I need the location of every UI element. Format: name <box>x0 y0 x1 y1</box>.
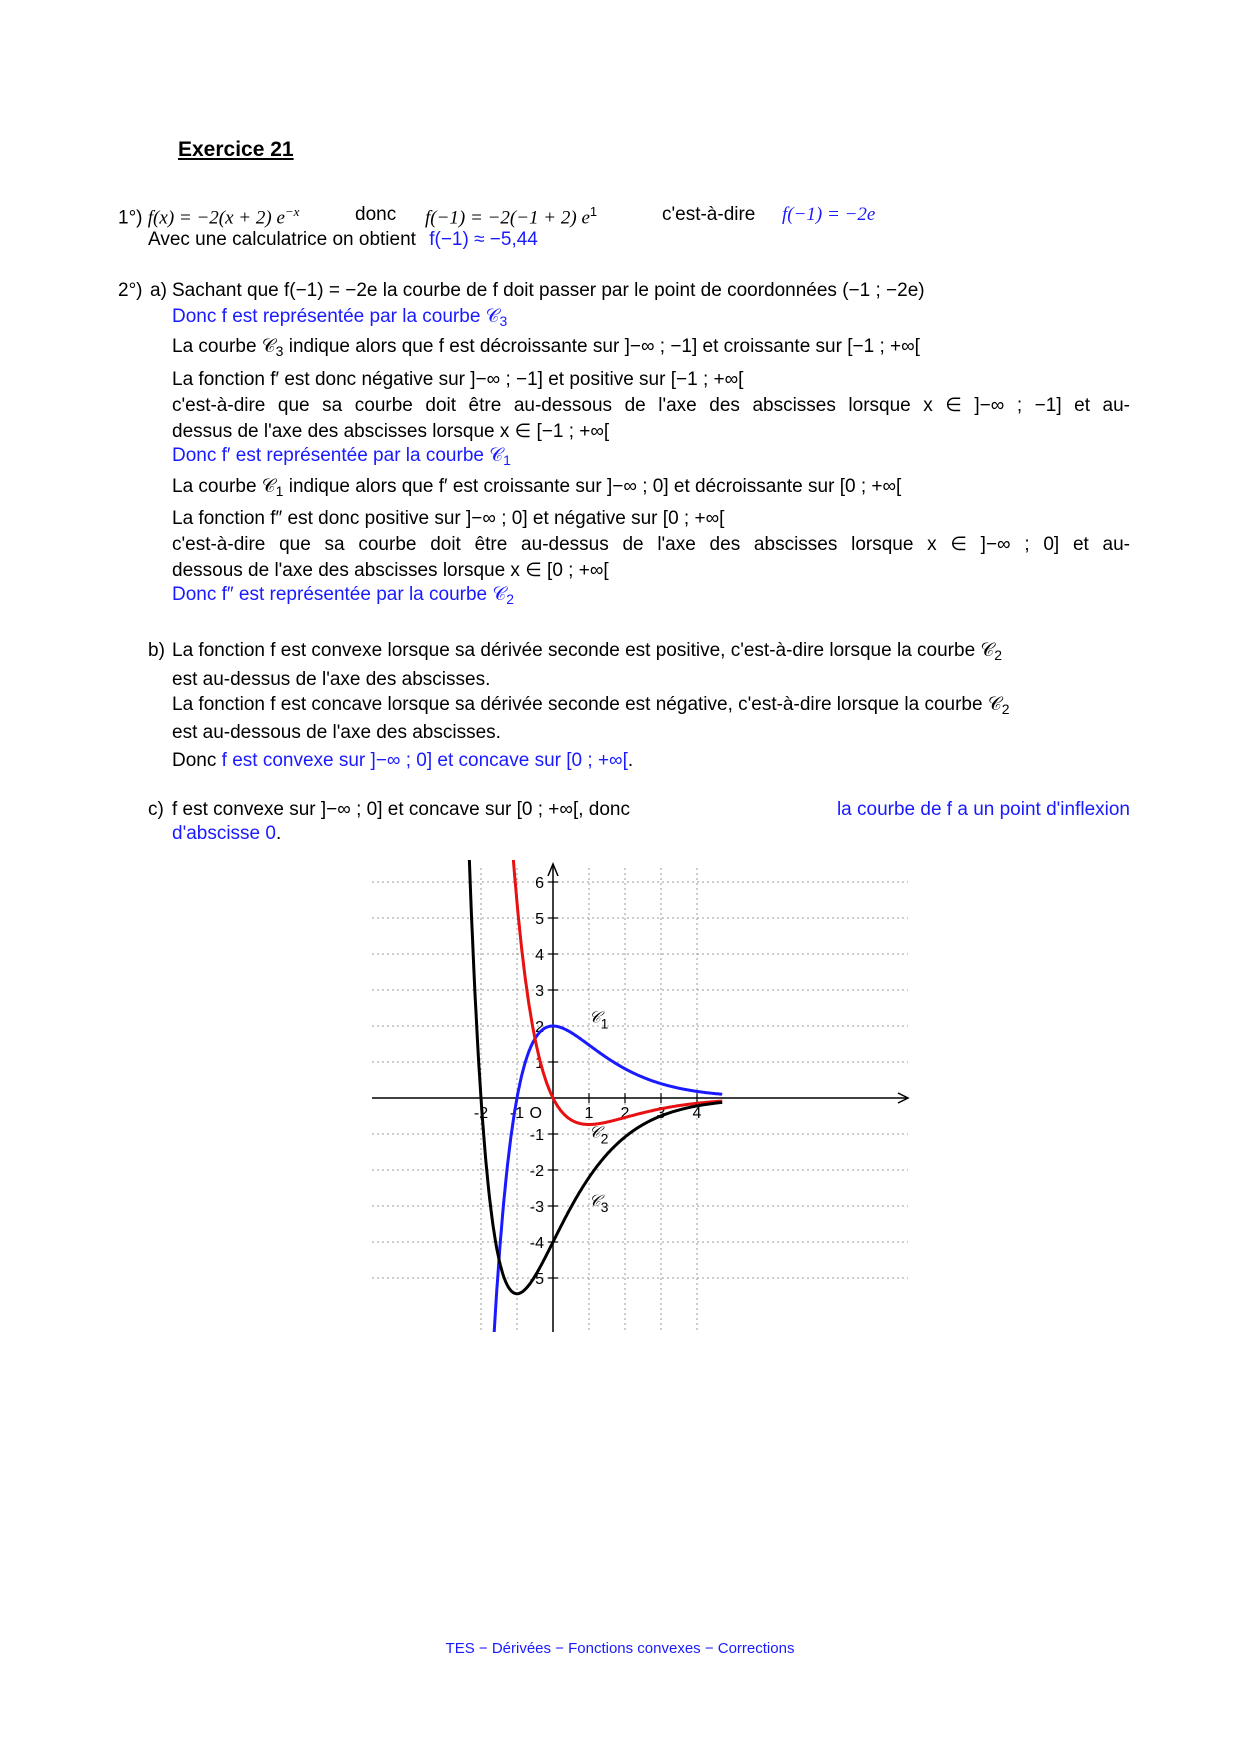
x-tick-label: 4 <box>692 1105 702 1122</box>
q2a-line8: La courbe 𝒞$_1$ indique alors que f′ est croissante sur ]−∞ ; 0] et décroissante sur [0 ; +∞[ <box>172 476 902 499</box>
q1-calc-line <box>148 229 538 251</box>
q2b-label: b) <box>148 640 165 661</box>
q1-number: 1°) <box>118 207 143 229</box>
curve-1 <box>463 1026 722 1335</box>
q2b-line4: est au-dessous de l'axe des abscisses. <box>172 722 501 743</box>
q2b-line3: La fonction f est concave lorsque sa dérivée seconde est négative, c'est-à-dire lorsque la courbe 𝒞$_2$ <box>172 694 1010 717</box>
curve-2 <box>463 860 722 1125</box>
page-footer: TES − Dérivées − Fonctions convexes − Corrections <box>445 1640 795 1657</box>
x-tick-label: -1 <box>509 1105 525 1122</box>
q2a-label: a) <box>150 280 167 301</box>
q2c-line2: d'abscisse 0. <box>172 823 282 844</box>
q1-evaluation <box>425 204 597 229</box>
q2c-line1: f est convexe sur ]−∞ ; 0] et concave sur [0 ; +∞[, donc la courbe de f a un point d'inflexion <box>172 799 1130 820</box>
q2a-line1: Sachant que f(−1) = −2e la courbe de f doit passer par le point de coordonnées (−1 ; −2e) <box>172 280 925 301</box>
q2a-line2: Donc f est représentée par la courbe 𝒞$_3$ <box>172 306 508 329</box>
y-tick-label: -5 <box>529 1271 544 1288</box>
q1-line1 <box>118 204 299 229</box>
q1-result: f(−1) = −2e <box>782 204 876 225</box>
curve-label-2: 𝒞2 <box>589 1124 609 1147</box>
exercise-title: Exercice 21 <box>178 138 294 161</box>
q2b-line5: Donc f est convexe sur ]−∞ ; 0] et concave sur [0 ; +∞[. <box>172 750 634 771</box>
q2a-line7: Donc f′ est représentée par la courbe 𝒞$_1$ <box>172 445 511 468</box>
q1-function-expression: f(x) = −2(x + 2) e <box>147 207 285 229</box>
y-tick-label: 4 <box>535 947 544 964</box>
q2a-line10: c'est-à-dire que sa courbe doit être au-dessus de l'axe des abscisses lorsque x ∈ ]−∞ ; 0] et au- <box>172 534 1130 555</box>
q1-cad: c'est-à-dire <box>662 204 756 225</box>
x-tick-label: 2 <box>620 1105 630 1122</box>
y-tick-label: 6 <box>535 875 544 892</box>
q2a-line6: dessus de l'axe des abscisses lorsque x ∈ [−1 ; +∞[ <box>172 421 610 442</box>
y-tick-label: 2 <box>535 1019 544 1036</box>
y-tick-label: 1 <box>535 1055 544 1072</box>
q2b-line2: est au-dessus de l'axe des abscisses. <box>172 669 491 690</box>
q1-donc: donc <box>355 204 397 225</box>
q1-calc-result: f(−1) ≈ −5,44 <box>429 229 538 250</box>
y-tick-label: -2 <box>529 1163 544 1180</box>
q1-evaluation-expr: f(−1) = −2(−1 + 2) e <box>425 207 590 229</box>
q2-number: 2°) <box>118 280 143 301</box>
function-graph <box>370 860 910 1335</box>
q2b-line1: La fonction f est convexe lorsque sa dérivée seconde est positive, c'est-à-dire lorsque la courbe 𝒞$_2$ <box>172 640 1003 663</box>
q1-exponent: −x <box>284 204 300 219</box>
q2a-line4: La fonction f′ est donc négative sur ]−∞ ; −1] et positive sur [−1 ; +∞[ <box>172 369 744 390</box>
q2a-line3: La courbe 𝒞$_3$ indique alors que f est décroissante sur ]−∞ ; −1] et croissante sur [−1 ; +∞[ <box>172 336 920 359</box>
y-tick-label: -4 <box>529 1235 544 1252</box>
y-tick-label: -3 <box>529 1199 544 1216</box>
q1-evaluation-exp: 1 <box>589 204 598 219</box>
curve-label-1: 𝒞1 <box>589 1009 609 1032</box>
y-tick-label: 3 <box>535 983 544 1000</box>
q2c-label: c) <box>148 799 164 820</box>
q1-calc-text: Avec une calculatrice on obtient <box>148 229 416 250</box>
x-tick-label: 1 <box>584 1105 594 1122</box>
q2a-line5: c'est-à-dire que sa courbe doit être au-dessous de l'axe des abscisses lorsque x ∈ ]−∞ ; −1] et au- <box>172 395 1130 416</box>
x-tick-label: -2 <box>473 1105 489 1122</box>
curve-label-3: 𝒞3 <box>589 1193 609 1215</box>
y-tick-label: -1 <box>529 1127 544 1144</box>
q2a-line11: dessous de l'axe des abscisses lorsque x ∈ [0 ; +∞[ <box>172 560 609 581</box>
x-tick-label: 3 <box>656 1105 666 1122</box>
y-tick-label: 5 <box>535 911 544 928</box>
q2a-line12: Donc f″ est représentée par la courbe 𝒞$_2$ <box>172 584 515 607</box>
origin-label: O <box>529 1105 542 1122</box>
q2a-line9: La fonction f″ est donc positive sur ]−∞ ; 0] et négative sur [0 ; +∞[ <box>172 508 725 529</box>
